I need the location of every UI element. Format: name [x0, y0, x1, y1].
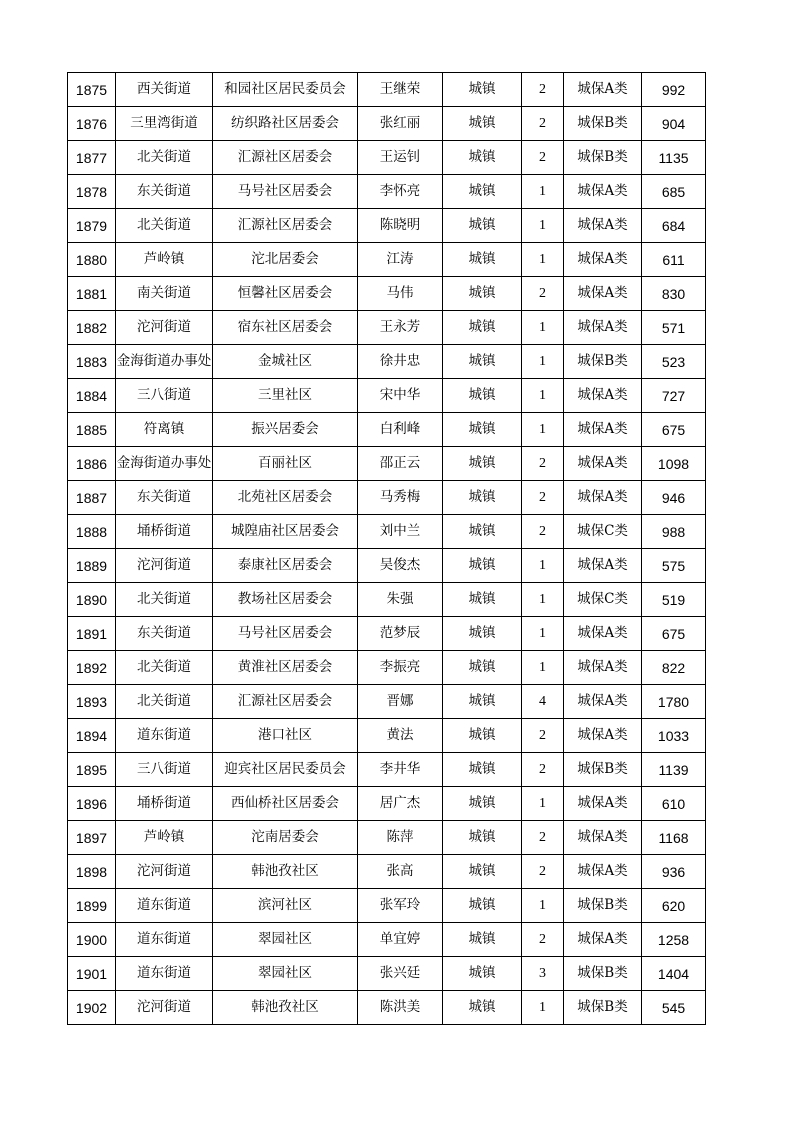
roster-body — [68, 73, 706, 1025]
record-number-cell: 1901 — [68, 957, 116, 991]
community-cell: 百丽社区 — [213, 447, 358, 481]
household-size-cell: 2 — [522, 753, 564, 787]
amount-cell: 620 — [642, 889, 706, 923]
person-name-cell: 江涛 — [358, 243, 443, 277]
table-row — [68, 107, 706, 141]
category-cell: 城保B类 — [564, 107, 642, 141]
household-size-cell: 1 — [522, 379, 564, 413]
person-name-cell: 陈萍 — [358, 821, 443, 855]
amount-cell: 675 — [642, 413, 706, 447]
table-row — [68, 719, 706, 753]
record-number-cell: 1896 — [68, 787, 116, 821]
record-number-cell: 1876 — [68, 107, 116, 141]
amount-cell: 1258 — [642, 923, 706, 957]
street-cell: 金海街道办事处 — [116, 345, 213, 379]
area-type-cell: 城镇 — [443, 787, 522, 821]
area-type-cell: 城镇 — [443, 481, 522, 515]
amount-cell: 523 — [642, 345, 706, 379]
person-name-cell: 邵正云 — [358, 447, 443, 481]
area-type-cell: 城镇 — [443, 685, 522, 719]
person-name-cell: 范梦辰 — [358, 617, 443, 651]
community-cell: 和园社区居民委员会 — [213, 73, 358, 107]
street-cell: 三里湾街道 — [116, 107, 213, 141]
household-size-cell: 1 — [522, 413, 564, 447]
community-cell: 金城社区 — [213, 345, 358, 379]
table-row — [68, 991, 706, 1025]
record-number-cell: 1890 — [68, 583, 116, 617]
person-name-cell: 吴俊杰 — [358, 549, 443, 583]
record-number-cell: 1877 — [68, 141, 116, 175]
record-number-cell: 1878 — [68, 175, 116, 209]
category-cell: 城保B类 — [564, 753, 642, 787]
amount-cell: 545 — [642, 991, 706, 1025]
table-row — [68, 277, 706, 311]
area-type-cell: 城镇 — [443, 957, 522, 991]
community-cell: 汇源社区居委会 — [213, 685, 358, 719]
street-cell: 北关街道 — [116, 209, 213, 243]
category-cell: 城保A类 — [564, 277, 642, 311]
record-number-cell: 1897 — [68, 821, 116, 855]
amount-cell: 685 — [642, 175, 706, 209]
area-type-cell: 城镇 — [443, 447, 522, 481]
community-cell: 迎宾社区居民委员会 — [213, 753, 358, 787]
category-cell: 城保C类 — [564, 583, 642, 617]
household-size-cell: 1 — [522, 889, 564, 923]
amount-cell: 946 — [642, 481, 706, 515]
category-cell: 城保A类 — [564, 923, 642, 957]
amount-cell: 727 — [642, 379, 706, 413]
area-type-cell: 城镇 — [443, 311, 522, 345]
person-name-cell: 李振亮 — [358, 651, 443, 685]
community-cell: 恒馨社区居委会 — [213, 277, 358, 311]
record-number-cell: 1888 — [68, 515, 116, 549]
record-number-cell: 1898 — [68, 855, 116, 889]
category-cell: 城保A类 — [564, 685, 642, 719]
area-type-cell: 城镇 — [443, 855, 522, 889]
category-cell: 城保A类 — [564, 311, 642, 345]
household-size-cell: 1 — [522, 583, 564, 617]
community-cell: 滨河社区 — [213, 889, 358, 923]
household-size-cell: 1 — [522, 991, 564, 1025]
amount-cell: 1168 — [642, 821, 706, 855]
street-cell: 道东街道 — [116, 923, 213, 957]
person-name-cell: 刘中兰 — [358, 515, 443, 549]
household-size-cell: 2 — [522, 719, 564, 753]
area-type-cell: 城镇 — [443, 889, 522, 923]
amount-cell: 822 — [642, 651, 706, 685]
table-row — [68, 345, 706, 379]
street-cell: 东关街道 — [116, 617, 213, 651]
table-row — [68, 583, 706, 617]
category-cell: 城保A类 — [564, 787, 642, 821]
household-size-cell: 2 — [522, 277, 564, 311]
table-row — [68, 651, 706, 685]
person-name-cell: 李井华 — [358, 753, 443, 787]
category-cell: 城保A类 — [564, 379, 642, 413]
person-name-cell: 张军玲 — [358, 889, 443, 923]
household-size-cell: 1 — [522, 617, 564, 651]
record-number-cell: 1887 — [68, 481, 116, 515]
table-row — [68, 923, 706, 957]
amount-cell: 1033 — [642, 719, 706, 753]
person-name-cell: 马伟 — [358, 277, 443, 311]
table-row — [68, 447, 706, 481]
household-size-cell: 2 — [522, 923, 564, 957]
amount-cell: 675 — [642, 617, 706, 651]
record-number-cell: 1895 — [68, 753, 116, 787]
street-cell: 北关街道 — [116, 583, 213, 617]
area-type-cell: 城镇 — [443, 651, 522, 685]
community-cell: 港口社区 — [213, 719, 358, 753]
person-name-cell: 晋娜 — [358, 685, 443, 719]
household-size-cell: 2 — [522, 481, 564, 515]
table-row — [68, 141, 706, 175]
table-row — [68, 515, 706, 549]
category-cell: 城保A类 — [564, 413, 642, 447]
amount-cell: 611 — [642, 243, 706, 277]
record-number-cell: 1886 — [68, 447, 116, 481]
record-number-cell: 1880 — [68, 243, 116, 277]
category-cell: 城保A类 — [564, 447, 642, 481]
amount-cell: 1098 — [642, 447, 706, 481]
amount-cell: 575 — [642, 549, 706, 583]
street-cell: 沱河街道 — [116, 855, 213, 889]
household-size-cell: 1 — [522, 175, 564, 209]
area-type-cell: 城镇 — [443, 549, 522, 583]
community-cell: 翠园社区 — [213, 957, 358, 991]
person-name-cell: 宋中华 — [358, 379, 443, 413]
area-type-cell: 城镇 — [443, 719, 522, 753]
table-row — [68, 855, 706, 889]
table-row — [68, 617, 706, 651]
person-name-cell: 居广杰 — [358, 787, 443, 821]
amount-cell: 1404 — [642, 957, 706, 991]
category-cell: 城保B类 — [564, 141, 642, 175]
record-number-cell: 1883 — [68, 345, 116, 379]
person-name-cell: 张红丽 — [358, 107, 443, 141]
area-type-cell: 城镇 — [443, 73, 522, 107]
community-cell: 西仙桥社区居委会 — [213, 787, 358, 821]
category-cell: 城保B类 — [564, 345, 642, 379]
table-row — [68, 481, 706, 515]
amount-cell: 610 — [642, 787, 706, 821]
area-type-cell: 城镇 — [443, 379, 522, 413]
category-cell: 城保A类 — [564, 719, 642, 753]
person-name-cell: 李怀亮 — [358, 175, 443, 209]
amount-cell: 936 — [642, 855, 706, 889]
table-row — [68, 957, 706, 991]
community-cell: 宿东社区居委会 — [213, 311, 358, 345]
record-number-cell: 1902 — [68, 991, 116, 1025]
table-row — [68, 379, 706, 413]
community-cell: 教场社区居委会 — [213, 583, 358, 617]
area-type-cell: 城镇 — [443, 243, 522, 277]
person-name-cell: 张高 — [358, 855, 443, 889]
street-cell: 南关街道 — [116, 277, 213, 311]
area-type-cell: 城镇 — [443, 413, 522, 447]
person-name-cell: 徐井忠 — [358, 345, 443, 379]
street-cell: 埇桥街道 — [116, 787, 213, 821]
category-cell: 城保A类 — [564, 821, 642, 855]
record-number-cell: 1881 — [68, 277, 116, 311]
area-type-cell: 城镇 — [443, 209, 522, 243]
table-row — [68, 549, 706, 583]
street-cell: 道东街道 — [116, 889, 213, 923]
household-size-cell: 2 — [522, 107, 564, 141]
street-cell: 道东街道 — [116, 957, 213, 991]
street-cell: 沱河街道 — [116, 991, 213, 1025]
street-cell: 东关街道 — [116, 481, 213, 515]
amount-cell: 684 — [642, 209, 706, 243]
person-name-cell: 朱强 — [358, 583, 443, 617]
household-size-cell: 1 — [522, 345, 564, 379]
table-row — [68, 685, 706, 719]
community-cell: 马号社区居委会 — [213, 617, 358, 651]
household-size-cell: 1 — [522, 549, 564, 583]
person-name-cell: 王继荣 — [358, 73, 443, 107]
community-cell: 振兴居委会 — [213, 413, 358, 447]
record-number-cell: 1891 — [68, 617, 116, 651]
table-row — [68, 413, 706, 447]
street-cell: 金海街道办事处 — [116, 447, 213, 481]
amount-cell: 1135 — [642, 141, 706, 175]
amount-cell: 571 — [642, 311, 706, 345]
street-cell: 三八街道 — [116, 753, 213, 787]
household-size-cell: 2 — [522, 73, 564, 107]
amount-cell: 904 — [642, 107, 706, 141]
person-name-cell: 王永芳 — [358, 311, 443, 345]
street-cell: 北关街道 — [116, 651, 213, 685]
street-cell: 道东街道 — [116, 719, 213, 753]
amount-cell: 992 — [642, 73, 706, 107]
category-cell: 城保B类 — [564, 991, 642, 1025]
record-number-cell: 1884 — [68, 379, 116, 413]
category-cell: 城保A类 — [564, 243, 642, 277]
area-type-cell: 城镇 — [443, 753, 522, 787]
category-cell: 城保C类 — [564, 515, 642, 549]
street-cell: 北关街道 — [116, 141, 213, 175]
household-size-cell: 1 — [522, 787, 564, 821]
record-number-cell: 1885 — [68, 413, 116, 447]
amount-cell: 988 — [642, 515, 706, 549]
community-cell: 沱北居委会 — [213, 243, 358, 277]
household-size-cell: 4 — [522, 685, 564, 719]
table-row — [68, 311, 706, 345]
area-type-cell: 城镇 — [443, 107, 522, 141]
person-name-cell: 王运钊 — [358, 141, 443, 175]
record-number-cell: 1894 — [68, 719, 116, 753]
street-cell: 符离镇 — [116, 413, 213, 447]
area-type-cell: 城镇 — [443, 345, 522, 379]
category-cell: 城保B类 — [564, 957, 642, 991]
area-type-cell: 城镇 — [443, 141, 522, 175]
street-cell: 沱河街道 — [116, 549, 213, 583]
area-type-cell: 城镇 — [443, 583, 522, 617]
area-type-cell: 城镇 — [443, 923, 522, 957]
record-number-cell: 1882 — [68, 311, 116, 345]
household-size-cell: 3 — [522, 957, 564, 991]
person-name-cell: 陈晓明 — [358, 209, 443, 243]
household-size-cell: 1 — [522, 651, 564, 685]
street-cell: 北关街道 — [116, 685, 213, 719]
community-cell: 城隍庙社区居委会 — [213, 515, 358, 549]
record-number-cell: 1893 — [68, 685, 116, 719]
table-row — [68, 175, 706, 209]
area-type-cell: 城镇 — [443, 277, 522, 311]
table-row — [68, 243, 706, 277]
community-cell: 黄淮社区居委会 — [213, 651, 358, 685]
category-cell: 城保A类 — [564, 209, 642, 243]
record-number-cell: 1879 — [68, 209, 116, 243]
household-size-cell: 2 — [522, 515, 564, 549]
community-cell: 韩池孜社区 — [213, 991, 358, 1025]
community-cell: 泰康社区居委会 — [213, 549, 358, 583]
area-type-cell: 城镇 — [443, 515, 522, 549]
area-type-cell: 城镇 — [443, 821, 522, 855]
community-cell: 马号社区居委会 — [213, 175, 358, 209]
category-cell: 城保A类 — [564, 549, 642, 583]
record-number-cell: 1875 — [68, 73, 116, 107]
street-cell: 西关街道 — [116, 73, 213, 107]
amount-cell: 1139 — [642, 753, 706, 787]
household-size-cell: 2 — [522, 447, 564, 481]
community-cell: 北苑社区居委会 — [213, 481, 358, 515]
household-size-cell: 1 — [522, 209, 564, 243]
category-cell: 城保B类 — [564, 889, 642, 923]
category-cell: 城保A类 — [564, 175, 642, 209]
area-type-cell: 城镇 — [443, 617, 522, 651]
table-row — [68, 889, 706, 923]
person-name-cell: 张兴廷 — [358, 957, 443, 991]
category-cell: 城保A类 — [564, 481, 642, 515]
amount-cell: 1780 — [642, 685, 706, 719]
person-name-cell: 白利峰 — [358, 413, 443, 447]
street-cell: 东关街道 — [116, 175, 213, 209]
subsidy-roster-table — [67, 72, 706, 1025]
community-cell: 翠园社区 — [213, 923, 358, 957]
street-cell: 芦岭镇 — [116, 243, 213, 277]
person-name-cell: 黄法 — [358, 719, 443, 753]
record-number-cell: 1899 — [68, 889, 116, 923]
table-row — [68, 821, 706, 855]
household-size-cell: 2 — [522, 821, 564, 855]
record-number-cell: 1892 — [68, 651, 116, 685]
amount-cell: 830 — [642, 277, 706, 311]
community-cell: 韩池孜社区 — [213, 855, 358, 889]
record-number-cell: 1900 — [68, 923, 116, 957]
street-cell: 三八街道 — [116, 379, 213, 413]
person-name-cell: 单宜婷 — [358, 923, 443, 957]
household-size-cell: 1 — [522, 311, 564, 345]
area-type-cell: 城镇 — [443, 991, 522, 1025]
table-row — [68, 73, 706, 107]
household-size-cell: 2 — [522, 855, 564, 889]
community-cell: 汇源社区居委会 — [213, 141, 358, 175]
category-cell: 城保A类 — [564, 73, 642, 107]
table-row — [68, 753, 706, 787]
amount-cell: 519 — [642, 583, 706, 617]
community-cell: 纺织路社区居委会 — [213, 107, 358, 141]
community-cell: 三里社区 — [213, 379, 358, 413]
table-row — [68, 209, 706, 243]
person-name-cell: 陈洪美 — [358, 991, 443, 1025]
person-name-cell: 马秀梅 — [358, 481, 443, 515]
table-row — [68, 787, 706, 821]
community-cell: 汇源社区居委会 — [213, 209, 358, 243]
category-cell: 城保A类 — [564, 617, 642, 651]
street-cell: 芦岭镇 — [116, 821, 213, 855]
area-type-cell: 城镇 — [443, 175, 522, 209]
category-cell: 城保A类 — [564, 651, 642, 685]
record-number-cell: 1889 — [68, 549, 116, 583]
street-cell: 沱河街道 — [116, 311, 213, 345]
category-cell: 城保A类 — [564, 855, 642, 889]
household-size-cell: 2 — [522, 141, 564, 175]
street-cell: 埇桥街道 — [116, 515, 213, 549]
household-size-cell: 1 — [522, 243, 564, 277]
community-cell: 沱南居委会 — [213, 821, 358, 855]
